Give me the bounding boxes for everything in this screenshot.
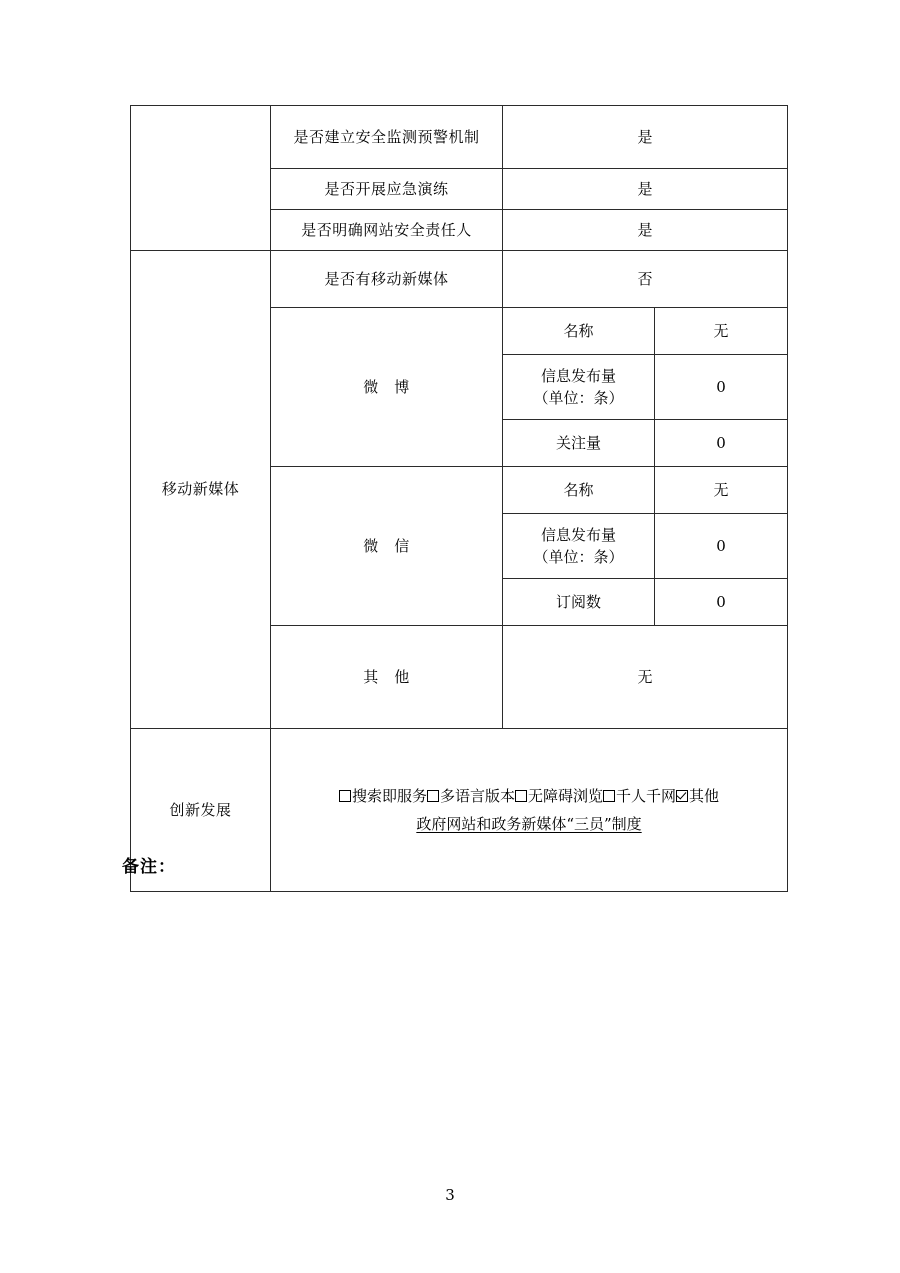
has-mobile-media-label: 是否有移动新媒体	[271, 251, 503, 308]
weibo-publish-value: 0	[655, 355, 788, 420]
security-answer-2: 是	[503, 210, 788, 251]
innovation-section-header: 创新发展	[131, 729, 271, 892]
checkbox-multilingual[interactable]	[427, 790, 439, 802]
weixin-subscribe-value: 0	[655, 579, 788, 626]
other-media-value: 无	[503, 626, 788, 729]
security-question-2: 是否明确网站安全责任人	[271, 210, 503, 251]
weixin-publish-key	[503, 514, 655, 579]
table-row	[131, 106, 788, 169]
table-row	[131, 729, 788, 892]
page-number: 3	[445, 1186, 455, 1204]
weibo-follow-value: 0	[655, 420, 788, 467]
weixin-label: 微 信	[271, 467, 503, 626]
security-answer-1: 是	[503, 169, 788, 210]
innovation-other-text: 政府网站和政务新媒体“三员”制度	[416, 815, 642, 833]
remark-label: 备注：	[122, 857, 176, 877]
checkbox-accessibility[interactable]	[515, 790, 527, 802]
weibo-follow-key: 关注量	[503, 420, 655, 467]
weibo-name-value: 无	[655, 308, 788, 355]
weibo-publish-key-line2: （单位：条）	[533, 389, 624, 407]
weibo-label: 微 博	[271, 308, 503, 467]
weixin-publish-key-line1: 信息发布量	[540, 525, 616, 544]
option-label-other: 其他	[689, 786, 720, 805]
innovation-other-text-line	[275, 810, 783, 839]
website-report-table	[130, 105, 788, 892]
other-media-label: 其 他	[271, 626, 503, 729]
weixin-publish-key-line2: （单位：条）	[533, 548, 624, 566]
option-label-multilingual: 多语言版本	[439, 786, 515, 805]
weixin-name-key: 名称	[503, 467, 655, 514]
checkbox-other[interactable]	[676, 790, 688, 802]
mobile-media-section-header: 移动新媒体	[131, 251, 271, 729]
innovation-options	[275, 782, 783, 839]
weixin-subscribe-key: 订阅数	[503, 579, 655, 626]
option-label-personalized: 千人千网	[616, 786, 677, 805]
table-row	[131, 251, 788, 308]
security-section-header	[131, 106, 271, 251]
security-question-1: 是否开展应急演练	[271, 169, 503, 210]
has-mobile-media-value: 否	[503, 251, 788, 308]
weibo-publish-key	[503, 355, 655, 420]
option-label-accessibility: 无障碍浏览	[528, 786, 604, 805]
weibo-name-key: 名称	[503, 308, 655, 355]
checkbox-personalized[interactable]	[603, 790, 615, 802]
weixin-name-value: 无	[655, 467, 788, 514]
security-question-0: 是否建立安全监测预警机制	[271, 106, 503, 169]
weibo-publish-key-line1: 信息发布量	[540, 366, 616, 385]
option-label-search-as-service: 搜索即服务	[351, 786, 427, 805]
weixin-publish-value: 0	[655, 514, 788, 579]
innovation-options-cell	[271, 729, 788, 892]
checkbox-search-as-service[interactable]	[339, 790, 351, 802]
security-answer-0: 是	[503, 106, 788, 169]
